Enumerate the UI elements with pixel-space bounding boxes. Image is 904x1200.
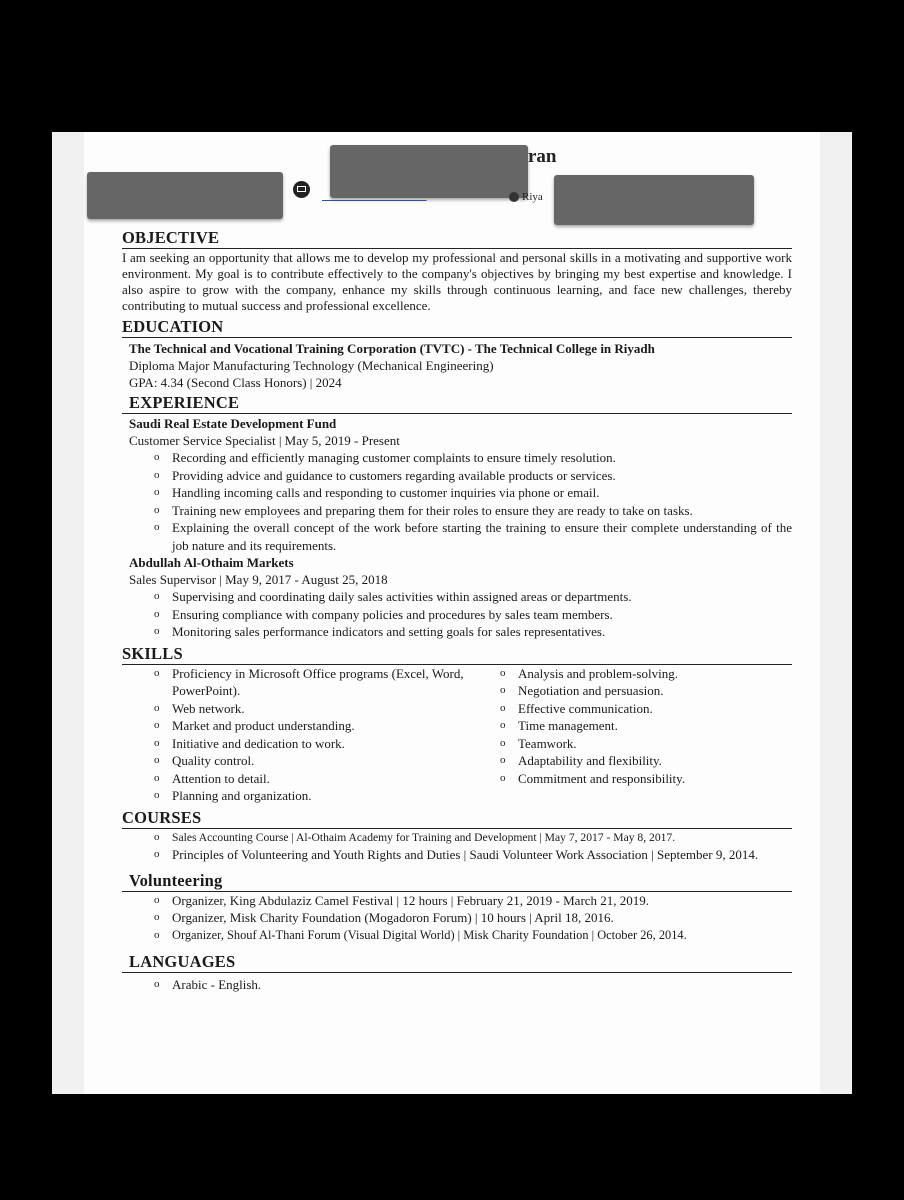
section-title-courses: COURSES bbox=[122, 809, 792, 829]
section-title-languages: LANGUAGES bbox=[122, 953, 792, 973]
list-item: o Training new employees and preparing them for their roles to ensure they are ready to take on tasks. bbox=[154, 502, 792, 520]
job-2-bullets bbox=[122, 588, 792, 641]
section-title-education: EDUCATION bbox=[122, 318, 792, 338]
objective-text: I am seeking an opportunity that allows me to develop my professional and personal skills in a motivating and supportive work environment. My goal is to contribute effectively to the company's objectives by bringing my best expertise and knowledge. I also aspire to grow with the company, enhance my skills through continuous learning, and face new challenges, thereby contributing to mutual success and professional excellence. bbox=[122, 250, 792, 313]
list-item: o Organizer, Misk Charity Foundation (Mogadoron Forum) | 10 hours | April 18, 2016. bbox=[154, 909, 792, 927]
list-item: o Organizer, Shouf Al-Thani Forum (Visual Digital World) | Misk Charity Foundation | October 26, 2014. bbox=[154, 927, 792, 945]
list-item: o Analysis and problem-solving. bbox=[500, 665, 792, 683]
list-item: o Attention to detail. bbox=[154, 770, 482, 788]
list-item: o Planning and organization. bbox=[154, 787, 482, 805]
job-role-1: Customer Service Specialist | May 5, 2019 - Present bbox=[129, 433, 400, 448]
section-title-experience: EXPERIENCE bbox=[122, 394, 792, 414]
list-item: o Proficiency in Microsoft Office programs (Excel, Word, PowerPoint). bbox=[154, 665, 482, 700]
job-role-2: Sales Supervisor | May 9, 2017 - August 25, 2018 bbox=[129, 572, 388, 587]
job-org-2: Abdullah Al-Othaim Markets bbox=[129, 555, 294, 570]
volunteering-list bbox=[122, 892, 792, 945]
job-1-bullets bbox=[122, 449, 792, 554]
courses-list bbox=[122, 829, 792, 864]
list-item: o Teamwork. bbox=[500, 735, 792, 753]
list-item: o Arabic - English. bbox=[154, 976, 792, 994]
location-icon bbox=[509, 192, 519, 202]
email-icon bbox=[293, 181, 310, 198]
list-item: o Principles of Volunteering and Youth Rights and Duties | Saudi Volunteer Work Association | September 9, 2014. bbox=[154, 846, 792, 864]
list-item: o Market and product understanding. bbox=[154, 717, 482, 735]
list-item: o Organizer, King Abdulaziz Camel Festival | 12 hours | February 21, 2019 - March 21, 2019. bbox=[154, 892, 792, 910]
languages-list bbox=[122, 976, 792, 994]
job-org-1: Saudi Real Estate Development Fund bbox=[129, 416, 337, 431]
redacted-block-location bbox=[554, 175, 754, 225]
list-item: o Web network. bbox=[154, 700, 482, 718]
email-link[interactable] bbox=[322, 190, 427, 202]
list-item: o Explaining the overall concept of the work before starting the training to ensure their complete understanding of the job nature and its requirements. bbox=[154, 519, 792, 554]
name-visible-fragment: ran bbox=[528, 146, 557, 167]
location-text: Riya bbox=[522, 191, 543, 203]
list-item: o Adaptability and flexibility. bbox=[500, 752, 792, 770]
redacted-block-phone bbox=[87, 172, 283, 219]
education-gpa: GPA: 4.34 (Second Class Honors) | 2024 bbox=[129, 375, 342, 390]
list-item: o Providing advice and guidance to customers regarding available products or services. bbox=[154, 467, 792, 485]
list-item: o Monitoring sales performance indicators and setting goals for sales representatives. bbox=[154, 623, 792, 641]
list-item: o Sales Accounting Course | Al-Othaim Academy for Training and Development | May 7, 2017 - May 8, 2017. bbox=[154, 829, 792, 847]
list-item: o Quality control. bbox=[154, 752, 482, 770]
skills-right-list bbox=[482, 665, 792, 788]
skills-columns bbox=[122, 665, 792, 805]
list-item: o Ensuring compliance with company policies and procedures by sales team members. bbox=[154, 606, 792, 624]
education-institution: The Technical and Vocational Training Corporation (TVTC) - The Technical College in Riyadh bbox=[129, 341, 655, 356]
education-degree: Diploma Major Manufacturing Technology (Mechanical Engineering) bbox=[129, 358, 494, 373]
section-title-volunteering: Volunteering bbox=[122, 872, 792, 892]
list-item: o Supervising and coordinating daily sales activities within assigned areas or departments. bbox=[154, 588, 792, 606]
skills-left-list bbox=[122, 665, 482, 805]
list-item: o Effective communication. bbox=[500, 700, 792, 718]
resume-content bbox=[122, 229, 792, 994]
list-item: o Recording and efficiently managing customer complaints to ensure timely resolution. bbox=[154, 449, 792, 467]
list-item: o Time management. bbox=[500, 717, 792, 735]
list-item: o Initiative and dedication to work. bbox=[154, 735, 482, 753]
list-item: o Negotiation and persuasion. bbox=[500, 682, 792, 700]
list-item: o Handling incoming calls and responding to customer inquiries via phone or email. bbox=[154, 484, 792, 502]
section-title-objective: OBJECTIVE bbox=[122, 229, 792, 249]
list-item: o Commitment and responsibility. bbox=[500, 770, 792, 788]
section-title-skills: SKILLS bbox=[122, 645, 792, 665]
